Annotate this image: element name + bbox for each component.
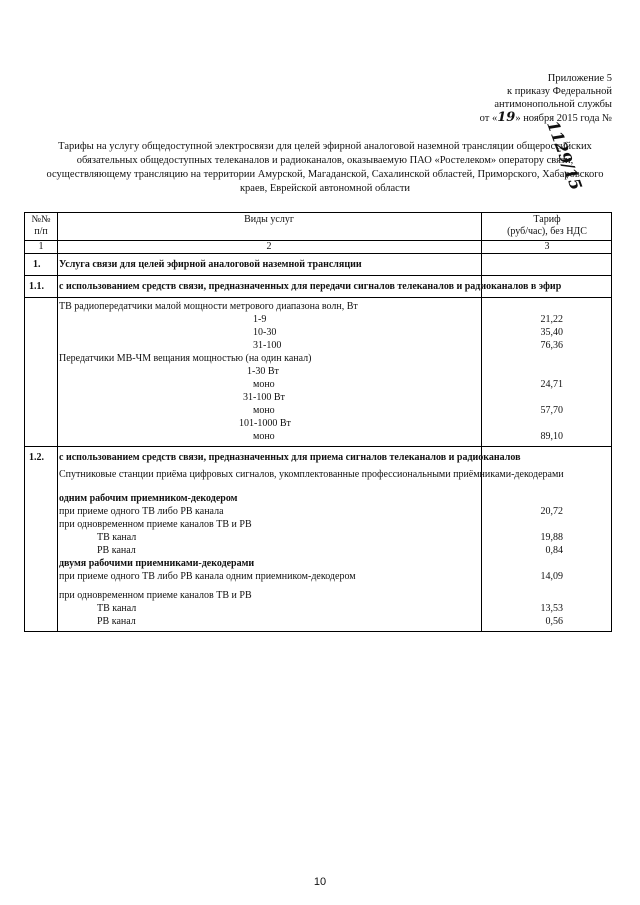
col-num-header-1: №№ (31, 214, 51, 225)
tariff-value: 89,10 (540, 431, 563, 442)
tariff-value: 35,40 (540, 327, 563, 338)
channel-label: ТВ канал (97, 532, 137, 543)
receiver-group: одним рабочим приемником-декодером (59, 493, 238, 504)
appendix-header (412, 72, 612, 125)
date-prefix: от « (479, 113, 498, 124)
tariff-table (24, 212, 612, 632)
power-range: 10-30 (253, 327, 277, 338)
subsection-heading: с использованием средств связи, предназначенных для передачи сигналов телеканалов и радиоканалов в эфир (59, 281, 562, 292)
handwritten-order-number: 1129/15 (543, 118, 587, 193)
row-num: 1.2. (29, 452, 44, 463)
col-tariff-header-1: Тариф (533, 214, 561, 225)
col-num-header-2: п/п (34, 226, 48, 237)
channel-label: РВ канал (97, 616, 136, 627)
col-number-2: 2 (266, 241, 272, 252)
tariff-value: 57,70 (540, 405, 563, 416)
service-item: при одновременном приеме каналов ТВ и РВ (59, 519, 252, 530)
row-num: 1. (33, 259, 41, 270)
appendix-line-1: Приложение 5 (547, 73, 612, 84)
section-heading: Услуга связи для целей эфирной аналоговой наземной трансляции (59, 259, 362, 270)
appendix-line-3: антимонопольной службы (494, 99, 612, 110)
channel-label: ТВ канал (97, 603, 137, 614)
mode-label: моно (253, 431, 275, 442)
tariff-value: 76,36 (540, 340, 563, 351)
service-item: при приеме одного ТВ либо РВ канала (59, 506, 224, 517)
handwritten-day: 19 (497, 110, 516, 125)
document-title: Тарифы на услугу общедоступной электросвязи для целей эфирной аналоговой наземной трансляции общероссийских обязательных общедоступных телеканалов и радиоканалов, оказываемую ПАО «Ростелеком» оператору связи, осуществляющему трансляцию на территории Амурской, Магаданской, Сахалинской областей, Приморского, Хабаровского краев, Еврейской автономной области (46, 141, 604, 194)
tariff-value: 21,22 (540, 314, 563, 325)
col-number-1: 1 (38, 241, 44, 252)
receiver-group: двумя рабочими приемниками-декодерами (59, 558, 255, 569)
tariff-value: 20,72 (540, 506, 563, 517)
mode-label: моно (253, 379, 275, 390)
date-rest: » ноября 2015 года № (515, 113, 612, 124)
service-item: при приеме одного ТВ либо РВ канала одним приемником-декодером (59, 571, 356, 582)
mode-label: моно (253, 405, 275, 416)
service-group: Передатчики МВ-ЧМ вещания мощностью (на один канал) (59, 353, 312, 364)
row-divider (25, 446, 611, 447)
row-divider (25, 253, 611, 254)
tariff-value: 24,71 (540, 379, 563, 390)
power-range: 1-9 (253, 314, 267, 325)
tariff-value: 0,84 (545, 545, 563, 556)
page-number: 10 (313, 876, 327, 888)
service-item: при одновременном приеме каналов ТВ и РВ (59, 590, 252, 601)
subsection-heading: с использованием средств связи, предназначенных для приема сигналов телеканалов и радиоканалов (59, 452, 521, 463)
row-divider (25, 275, 611, 276)
appendix-line-2: к приказу Федеральной (507, 86, 612, 97)
service-group: Спутниковые станции приёма цифровых сигналов, укомплектованные профессиональными приёмниками-декодерами (59, 469, 564, 480)
row-divider (25, 297, 611, 298)
col-number-3: 3 (544, 241, 550, 252)
col-services-header: Виды услуг (244, 214, 294, 225)
service-group: ТВ радиопередатчики малой мощности метрового диапазона волн, Вт (59, 301, 358, 312)
power-range: 31-100 (253, 340, 282, 351)
col-tariff-header-2: (руб/час), без НДС (507, 226, 587, 237)
channel-label: РВ канал (97, 545, 136, 556)
order-date-line (412, 111, 612, 125)
row-num: 1.1. (29, 281, 44, 292)
tariff-value: 13,53 (540, 603, 563, 614)
power-range: 31-100 Вт (243, 392, 285, 403)
tariff-value: 19,88 (540, 532, 563, 543)
power-range: 101-1000 Вт (239, 418, 291, 429)
power-range: 1-30 Вт (247, 366, 279, 377)
tariff-value: 14,09 (540, 571, 563, 582)
tariff-value: 0,56 (545, 616, 563, 627)
